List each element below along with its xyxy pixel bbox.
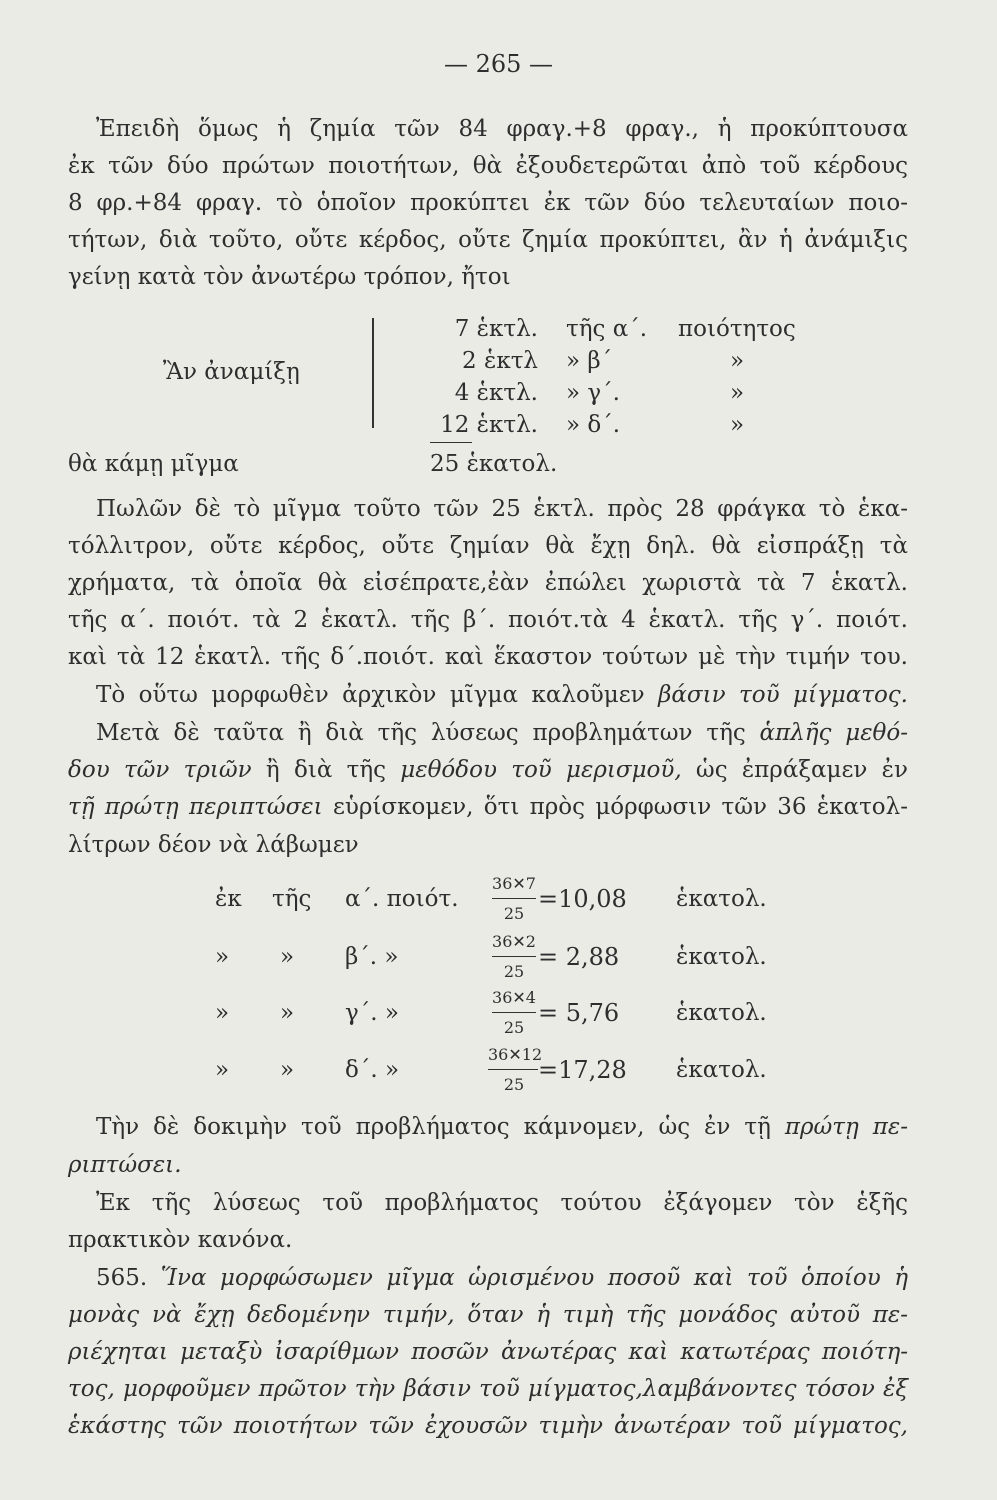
calc-result: = 2,88 [538, 943, 620, 971]
calc-unit: ἑκατολ. [676, 1000, 767, 1026]
mix-kind: » [730, 348, 745, 374]
para6-line: Ἐκ τῆς λύσεως τοῦ προβλήματος τούτου ἐξάγομεν τὸν ἑξῆς [96, 1190, 908, 1216]
para5-line: ριπτώσει. [68, 1152, 182, 1178]
calc-result: = 5,76 [538, 999, 620, 1027]
calc-a: » [215, 1000, 230, 1026]
calc-numerator: 36✕2 [492, 932, 536, 951]
mix-qty: 4 ἑκτλ. [454, 380, 538, 406]
calc-b: τῆς [272, 886, 312, 912]
fraction-bar [492, 956, 536, 957]
para1-line: ἐκ τῶν δύο πρώτων ποιοτήτων, θὰ ἐξουδετερῶται ἀπὸ τοῦ κέρδους [68, 153, 908, 179]
rule-number: 565. [96, 1265, 161, 1291]
rule-line: ἑκάστης τῶν ποιοτήτων τῶν ἐχουσῶν τιμὴν ἀνωτέραν τοῦ μίγματος, [68, 1413, 908, 1439]
calc-a: » [215, 1057, 230, 1083]
calc-c: δ΄. » [345, 1057, 400, 1083]
para4-line [68, 718, 908, 748]
calc-c: γ΄. » [345, 1000, 399, 1026]
calc-a: ἐκ [215, 886, 242, 912]
para4-text: ὡς ἐπράξαμεν ἐν [681, 757, 908, 783]
rule-line: μονὰς νὰ ἔχῃ δεδομένην τιμήν, ὅταν ἡ τιμὴ τῆς μονάδος αὐτοῦ πε- [68, 1302, 908, 1328]
calc-a: » [215, 944, 230, 970]
mix-bracket [372, 318, 384, 428]
sum-rule [430, 442, 472, 443]
para1-line: τήτων, διὰ τοῦτο, οὔτε κέρδος, οὔτε ζημία προκύπτει, ἂν ἡ ἀνάμιξις [68, 227, 908, 253]
page-number: — 265 — [443, 50, 554, 78]
para1-line: γείνῃ κατὰ τὸν ἀνωτέρω τρόπον, ἤτοι [68, 264, 511, 290]
mix-left-label: Ἂν ἀναμίξῃ [163, 359, 300, 385]
calc-numerator: 36✕7 [492, 874, 536, 893]
para2-line: τόλλιτρον, οὔτε κέρδος, οὔτε ζημίαν θὰ ἔχῃ δηλ. θὰ εἰσπράξῃ τὰ [68, 533, 908, 559]
calc-unit: ἑκατολ. [676, 944, 767, 970]
calc-result: =10,08 [538, 885, 627, 913]
calc-c: α΄. ποιότ. [345, 886, 459, 912]
term-simple-method: ἁπλῆς μεθό- [759, 720, 908, 746]
para2-line: καὶ τὰ 12 ἑκατλ. τῆς δ΄.ποιότ. καὶ ἕκαστον τούτων μὲ τὴν τιμήν του. [68, 644, 908, 670]
para4-text: ἢ διὰ τῆς [251, 757, 401, 783]
para2-line: χρήματα, τὰ ὁποῖα θὰ εἰσέπρατε,ἐὰν ἐπώλει χωριστὰ τὰ 7 ἑκατλ. [68, 570, 908, 596]
fraction-bar [488, 1069, 538, 1070]
para3-text: Τὸ οὕτω μορφωθὲν ἀρχικὸν μῖγμα καλοῦμεν [96, 682, 659, 708]
term-three: δου τῶν τριῶν [68, 757, 252, 783]
rule-line [68, 1263, 908, 1293]
calc-denominator: 25 [503, 1018, 525, 1037]
para1-line: 8 φρ.+84 φραγ. τὸ ὁποῖον προκύπτει ἐκ τῶν δύο τελευταίων ποιο- [68, 190, 908, 216]
para4-text: εὑρίσκομεν, ὅτι πρὸς μόρφωσιν τῶν 36 ἑκατολ- [322, 794, 908, 820]
para3-line [68, 680, 908, 710]
para5-line [68, 1112, 908, 1142]
rule-text: Ἵνα μορφώσωμεν μῖγμα ὡρισμένου ποσοῦ καὶ τοῦ ὁποίου ἡ [160, 1265, 908, 1291]
calc-numerator: 36✕12 [488, 1045, 543, 1064]
para4-text: Μετὰ δὲ ταῦτα ἢ διὰ τῆς λύσεως προβλημάτων τῆς [96, 720, 760, 746]
mix-of: » β΄ [566, 348, 613, 374]
mix-total: 25 ἑκατολ. [430, 451, 558, 477]
mix-kind: » [730, 380, 745, 406]
para1-line: Ἐπειδὴ ὅμως ἡ ζημία τῶν 84 φραγ.+8 φραγ., ἡ προκύπτουσα [96, 116, 908, 142]
term-first-case: πρώτῃ πε- [784, 1114, 909, 1140]
calc-denominator: 25 [503, 962, 525, 981]
rule-line: ριέχηται μεταξὺ ἰσαρίθμων ποσῶν ἀνωτέρας καὶ κατωτέρας ποιότη- [68, 1339, 908, 1365]
calc-denominator: 25 [503, 1075, 525, 1094]
term-first-case: τῇ πρώτῃ περιπτώσει [68, 794, 323, 820]
mix-of: τῆς α΄. [566, 316, 648, 342]
mix-of: » δ΄. [566, 412, 621, 438]
para2-line: Πωλῶν δὲ τὸ μῖγμα τοῦτο τῶν 25 ἑκτλ. πρὸς 28 φράγκα τὸ ἑκα- [96, 496, 908, 522]
para4-line [68, 792, 908, 822]
mix-kind: » [730, 412, 745, 438]
mix-qty: 7 ἑκτλ. [454, 316, 538, 342]
term-division: μεθόδου τοῦ μερισμοῦ, [400, 757, 682, 783]
mix-result-label: θὰ κάμῃ μῖγμα [68, 451, 239, 477]
mix-kind: ποιότητος [678, 316, 796, 342]
mix-qty: 2 ἑκτλ [462, 348, 538, 374]
calc-numerator: 36✕4 [492, 988, 536, 1007]
para6-line: πρακτικὸν κανόνα. [68, 1227, 293, 1253]
calc-b: » [280, 944, 295, 970]
calc-c: β΄. » [345, 944, 399, 970]
term-basis: βάσιν τοῦ μίγματος. [658, 682, 908, 708]
para4-line: λίτρων δέον νὰ λάβωμεν [68, 832, 359, 858]
calc-result: =17,28 [538, 1056, 627, 1084]
calc-unit: ἑκατολ. [676, 1057, 767, 1083]
para4-line [68, 755, 908, 785]
para2-line: τῆς α΄. ποιότ. τὰ 2 ἑκατλ. τῆς β΄. ποιότ.τὰ 4 ἑκατλ. τῆς γ΄. ποιότ. [68, 607, 908, 633]
mix-of: » γ΄. [566, 380, 620, 406]
calc-denominator: 25 [503, 904, 525, 923]
rule-line: τος, μορφοῦμεν πρῶτον τὴν βάσιν τοῦ μίγματος,λαμβάνοντες τόσον ἐξ [68, 1376, 908, 1402]
para5-text: Τὴν δὲ δοκιμὴν τοῦ προβλήματος κάμνομεν, ὡς ἐν τῇ [96, 1114, 785, 1140]
calc-unit: ἑκατολ. [676, 886, 767, 912]
fraction-bar [492, 898, 536, 899]
mix-qty: 12 ἑκτλ. [440, 412, 538, 438]
calc-b: » [280, 1057, 295, 1083]
calc-b: » [280, 1000, 295, 1026]
fraction-bar [492, 1012, 536, 1013]
